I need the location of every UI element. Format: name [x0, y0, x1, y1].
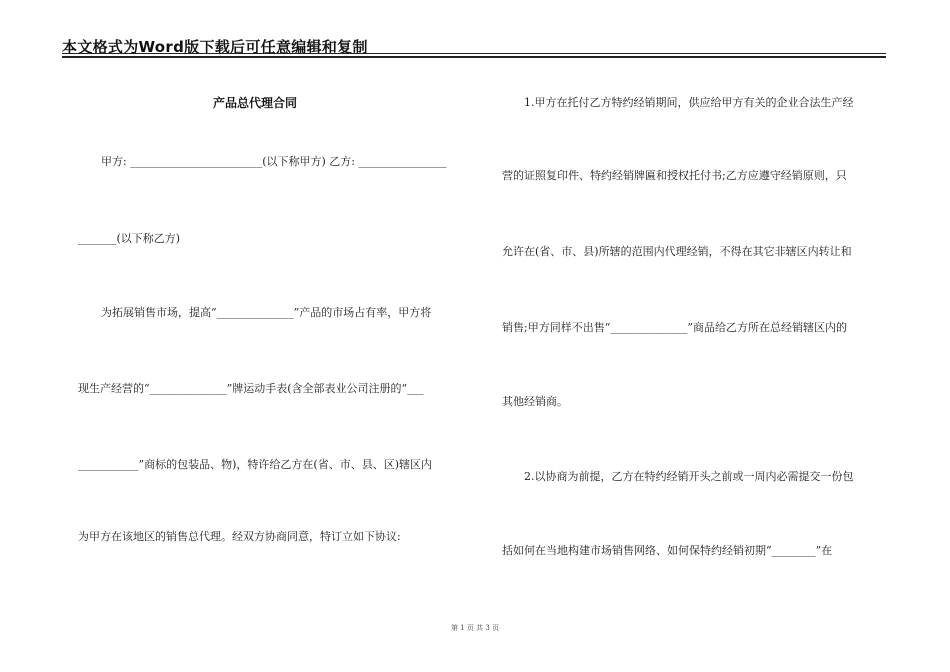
- paragraph-line: 允许在(省、市、县)所辖的范围内代理经销，不得在其它非辖区内转让和: [502, 245, 852, 258]
- page-indicator: 第 1 页 共 3 页: [450, 624, 500, 632]
- paragraph-line: 销售;甲方同样不出售“______________”商品给乙方所在总经销辖区内的: [502, 321, 847, 334]
- document-title: 产品总代理合同: [213, 96, 298, 110]
- paragraph-line: 甲方: ________________________(以下称甲方) 乙方: ________________: [101, 155, 447, 168]
- paragraph-line: ___________”商标的包装品、物)，特许给乙方在(省、市、县、区)辖区内: [78, 458, 432, 471]
- paragraph-line: 营的证照复印件、特约经销牌匾和授权托付书;乙方应遵守经销原则，只: [502, 169, 847, 182]
- paragraph-line: 1.甲方在托付乙方特约经销期间，供应给甲方有关的企业合法生产经: [524, 96, 854, 109]
- paragraph-line: 现生产经营的“______________”牌运动手表(含全部表业公司注册的“___: [78, 382, 424, 395]
- document-banner: 本文格式为Word版下载后可任意编辑和复制: [62, 38, 368, 56]
- header-rule-thin: [62, 53, 886, 54]
- header-rule-thick: [62, 56, 886, 58]
- paragraph-line: 为甲方在该地区的销售总代理。经双方协商同意，特订立如下协议:: [78, 530, 401, 543]
- paragraph-line: _______(以下称乙方): [78, 232, 181, 245]
- paragraph-line: 2.以协商为前提，乙方在特约经销开头之前或一周内必需提交一份包: [524, 470, 854, 483]
- paragraph-line: 其他经销商。: [502, 395, 568, 408]
- paragraph-line: 为拓展销售市场，提高“______________”产品的市场占有率，甲方将: [101, 306, 432, 319]
- paragraph-line: 括如何在当地构建市场销售网络、如何保特约经销初期“________”在: [502, 544, 833, 557]
